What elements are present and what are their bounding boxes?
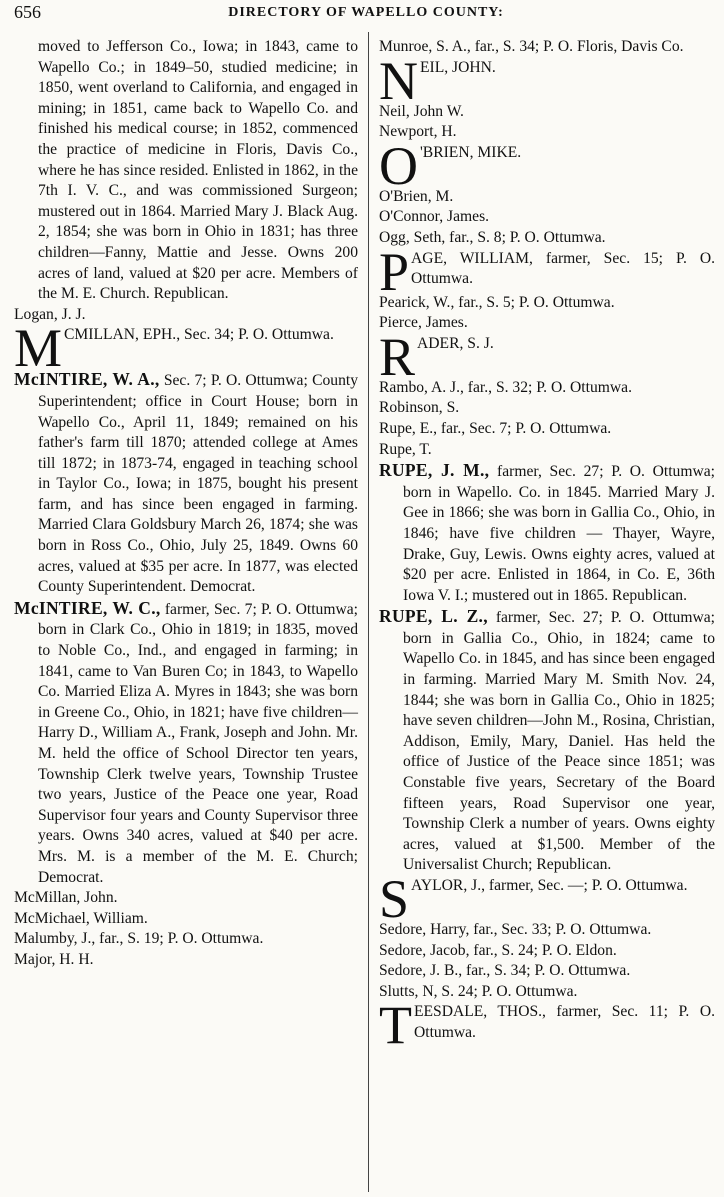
entry-text: ADER, S. J. — [417, 334, 494, 352]
entry-name: RUPE, J. M., — [379, 460, 490, 481]
entry-rupe-lz — [379, 606, 715, 876]
entry-munroe: Munroe, S. A., far., S. 34; P. O. Floris, Davis Co. — [379, 38, 684, 55]
entry-text: AGE, WILLIAM, farmer, Sec. 15; P. O. Ottumwa. — [411, 249, 715, 288]
drop-cap-m: M — [14, 325, 63, 370]
entry-rupe-t: Rupe, T. — [379, 440, 432, 458]
drop-cap-t: T — [379, 1002, 412, 1047]
column-divider — [368, 32, 369, 1192]
entry-ogg: Ogg, Seth, far., S. 8; P. O. Ottumwa. — [379, 228, 606, 246]
entry-neil-jw: Neil, John W. — [379, 102, 464, 120]
entry-mcintire-wa — [14, 369, 358, 598]
entry-name: McINTIRE, W. A., — [14, 369, 160, 390]
entry-mcintire-wc — [14, 598, 358, 888]
entry-neil-john — [379, 58, 715, 102]
entry-continuation: moved to Jefferson Co., Iowa; in 1843, came to Wapello Co.; in 1849–50, studied medicine; in 1850, went overland to California, and engaged in mining; in 1851, came back to Wapello Co. and finished his medical course; in 1852, commenced the practice of medicine in Floris, Davis Co., where he has since resided. Enlisted in 1862, in the 7th I. V. C., and was commissioned Surgeon; mustered out in 1864. Married Mary J. Black Aug. 2, 1854; she was born in Ohio in 1831; has three children—Fanny, Mattie and Jesse. Owns 200 acres of land, valued at $20 per acre. Members of the M. E. Church. Republican. — [38, 38, 358, 303]
drop-cap-r: R — [379, 333, 416, 378]
entry-major: Major, H. H. — [14, 950, 94, 968]
entry-obrien-mike — [379, 143, 715, 187]
entry-rader — [379, 334, 715, 378]
entry-sedore-jacob: Sedore, Jacob, far., S. 24; P. O. Eldon. — [379, 941, 617, 959]
entry-text: Sec. 7; P. O. Ottumwa; County Superintendent; office in Court House; born in Wapello Co., April 11, 1849; remained on his father's farm till 1870; attended college at Ames till 1872; in 1873-74, engaged in teaching school in Taylor Co., Iowa; in 1875, bought his present farm, and has since been engaged in farming. Married Clara Goldsbury March 26, 1874; she was born in Ross Co., Ohio, July 25, 1849. Owns 60 acres, valued at $35 per acre. In 1877, was elected County Superintendent. Democrat. — [38, 372, 358, 596]
drop-cap-n: N — [379, 57, 418, 102]
entry-oconnor: O'Connor, James. — [379, 208, 490, 226]
entry-text: EESDALE, THOS., farmer, Sec. 11; P. O. Ottumwa. — [414, 1003, 715, 1041]
entry-rupe-e: Rupe, E., far., Sec. 7; P. O. Ottumwa. — [379, 419, 612, 437]
entry-slutts: Slutts, N, S. 24; P. O. Ottumwa. — [379, 982, 578, 1000]
entry-name: RUPE, L. Z., — [379, 606, 488, 627]
entry-sedore-harry: Sedore, Harry, far., Sec. 33; P. O. Ottumwa. — [379, 921, 652, 938]
entry-mcmichael: McMichael, William. — [14, 909, 148, 927]
entry-newport: Newport, H. — [379, 123, 457, 141]
entry-saylor — [379, 876, 715, 920]
entry-malumby: Malumby, J., far., S. 19; P. O. Ottumwa. — [14, 930, 264, 948]
drop-cap-o: O — [379, 142, 418, 187]
entry-pierce: Pierce, James. — [379, 314, 468, 332]
drop-cap-s: S — [379, 876, 410, 920]
page-header — [14, 0, 718, 30]
left-column — [14, 37, 358, 971]
entry-teesdale — [379, 1002, 715, 1046]
entry-text: AYLOR, J., farmer, Sec. —; P. O. Ottumwa. — [411, 877, 688, 894]
right-column — [379, 37, 715, 1046]
entry-rupe-jm — [379, 460, 715, 606]
entry-text: EIL, JOHN. — [420, 58, 496, 76]
entry-page-william — [379, 249, 715, 293]
entry-text: 'BRIEN, MIKE. — [420, 143, 522, 161]
entry-mcmillan-eph — [14, 325, 358, 369]
entry-rambo: Rambo, A. J., far., S. 32; P. O. Ottumwa. — [379, 378, 632, 396]
entry-logan: Logan, J. J. — [14, 305, 86, 323]
entry-obrien-m: O'Brien, M. — [379, 187, 454, 205]
drop-cap-p: P — [379, 248, 410, 293]
entry-text: farmer, Sec. 27; P. O. Ottumwa; born in Gallia Co., Ohio, in 1824; came to Wapello Co. in 1845, and has since been engaged in farming. Married Mary M. Smith Nov. 24, 1844; she was born in Gallia Co., Ohio in 1825; have seven children—John M., Rosina, Christian, Addison, Emily, Mary, Daniel. Has held the office of Justice of the Peace since 1851; was Constable five years, Secretary of the Board fifteen years, Road Supervisor one year, Township Clerk a number of years. Owns eighty acres, valued at $1,500. Member of the Universalist Church; Republican. — [403, 609, 715, 874]
entry-mcmillan-john: McMillan, John. — [14, 889, 118, 907]
entry-text: farmer, Sec. 7; P. O. Ottumwa; born in Clark Co., Ohio in 1819; in 1835, moved to Noble Co., Ind., and engaged in farming; in 1841, came to Van Buren Co; in 1843, to Wapello Co. Married Eliza A. Myres in 1843; she was born in Greene Co., Ohio, in 1821; have five children—Harry D., William A., Frank, Joseph and John. Mr. M. held the office of School Director ten years, Township Clerk twelve years, Township Trustee two years, Justice of the Peace one year, Road Supervisor four years and County Supervisor three years. Owns 340 acres, valued at $40 per acre. Mrs. M. is a member of the M. E. Church; Democrat. — [38, 600, 358, 886]
entry-robinson: Robinson, S. — [379, 399, 460, 417]
entry-name: McINTIRE, W. C., — [14, 597, 161, 618]
entry-sedore-jb: Sedore, J. B., far., S. 34; P. O. Ottumwa. — [379, 962, 631, 980]
entry-pearick: Pearick, W., far., S. 5; P. O. Ottumwa. — [379, 293, 615, 311]
page-number: 656 — [14, 2, 41, 22]
entry-text: farmer, Sec. 27; P. O. Ottumwa; born in Wapello. Co. in 1845. Married Mary J. Gee in 1866; she was born in Gallia Co., Ohio, in 1846; have five children — Thayer, Wayre, Drake, Guy, Lewis. Owns eighty acres, valued at $20 per acre. Enlisted in 1864, in Co. E, 36th Iowa V. I.; mustered out in 1865. Republican. — [403, 463, 715, 604]
running-title: DIRECTORY OF WAPELLO COUNTY: — [228, 5, 504, 20]
entry-text: CMILLAN, EPH., Sec. 34; P. O. Ottumwa. — [64, 326, 334, 344]
